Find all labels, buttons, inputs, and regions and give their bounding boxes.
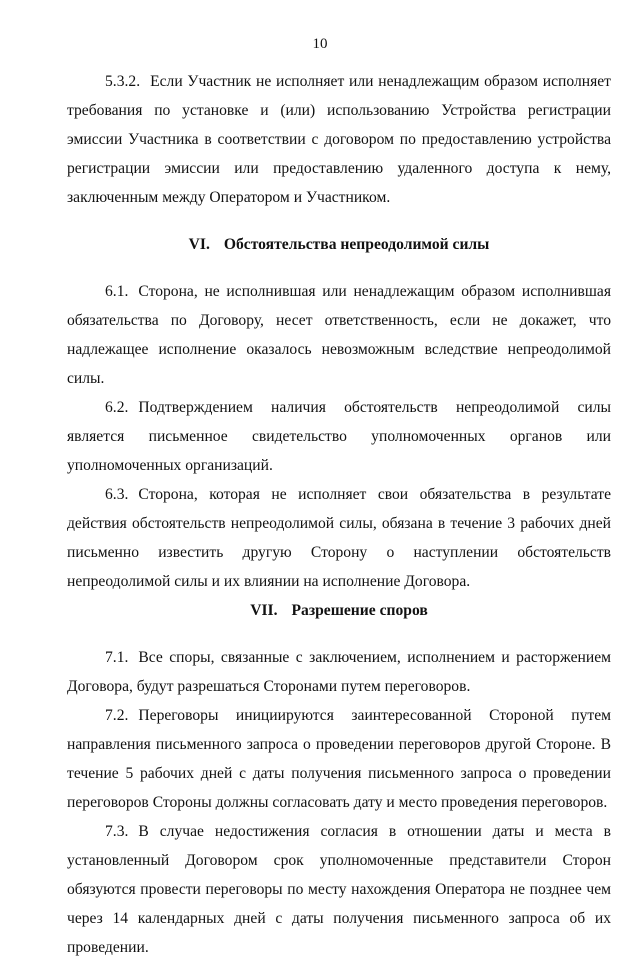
paragraph-text: Все споры, связанные с заключением, исполнением и расторжением Договора, будут разрешаться Сторонами путем переговоров. — [67, 649, 611, 695]
paragraph-text: Переговоры инициируются заинтересованной Стороной путем направления письменного запроса о проведении переговоров другой Стороне. В течение 5 рабочих дней с даты получения письменного запроса о проведении переговоров Стороны должны согласовать дату и место проведения переговоров. — [67, 707, 611, 811]
paragraph-number: 6.3. — [105, 486, 129, 503]
paragraph-7-2 — [67, 701, 611, 817]
section-heading-vii — [67, 596, 611, 625]
paragraph-text: Если Участник не исполняет или ненадлежащим образом исполняет требования по установке и (или) использованию Устройства регистрации эмиссии Участника в соответствии с договором по предоставлению устройства регистрации эмиссии или предоставлению удаленного доступа к нему, заключенным между Оператором и Участником. — [67, 73, 611, 206]
section-number: VII. — [250, 602, 278, 619]
paragraph-text: Сторона, не исполнившая или ненадлежащим образом исполнившая обязательства по Договору, несет ответственность, если не докажет, что надлежащее исполнение оказалось невозможным вследствие непреодолимой силы. — [67, 283, 611, 387]
paragraph-number: 5.3.2. — [105, 73, 141, 90]
document-body — [67, 67, 611, 962]
paragraph-6-2 — [67, 393, 611, 480]
paragraph-number: 7.3. — [105, 823, 129, 840]
section-title: Разрешение споров — [291, 602, 428, 619]
paragraph-text: В случае недостижения согласия в отношении даты и места в установленный Договором срок уполномоченные представители Сторон обязуются провести переговоры по месту нахождения Оператора не позднее чем через 14 календарных дней с даты получения письменного запроса об их проведении. — [67, 823, 611, 956]
section-number: VI. — [188, 236, 210, 253]
section-heading-vi — [67, 230, 611, 259]
paragraph-5-3-2 — [67, 67, 611, 212]
paragraph-6-3 — [67, 480, 611, 596]
paragraph-text: Сторона, которая не исполняет свои обязательства в результате действия обстоятельств непреодолимой силы, обязана в течение 3 рабочих дней письменно известить другую Сторону о наступлении обстоятельств непреодолимой силы и их влиянии на исполнение Договора. — [67, 486, 611, 590]
paragraph-6-1 — [67, 277, 611, 393]
paragraph-number: 7.1. — [105, 649, 129, 666]
paragraph-7-1 — [67, 643, 611, 701]
section-title: Обстоятельства непреодолимой силы — [223, 236, 490, 253]
page-number: 10 — [312, 36, 328, 52]
paragraph-7-3 — [67, 817, 611, 962]
paragraph-number: 7.2. — [105, 707, 129, 724]
paragraph-text: Подтверждением наличия обстоятельств непреодолимой силы является письменное свидетельство уполномоченных органов или уполномоченных организаций. — [67, 399, 611, 474]
paragraph-number: 6.1. — [105, 283, 129, 300]
paragraph-number: 6.2. — [105, 399, 129, 416]
